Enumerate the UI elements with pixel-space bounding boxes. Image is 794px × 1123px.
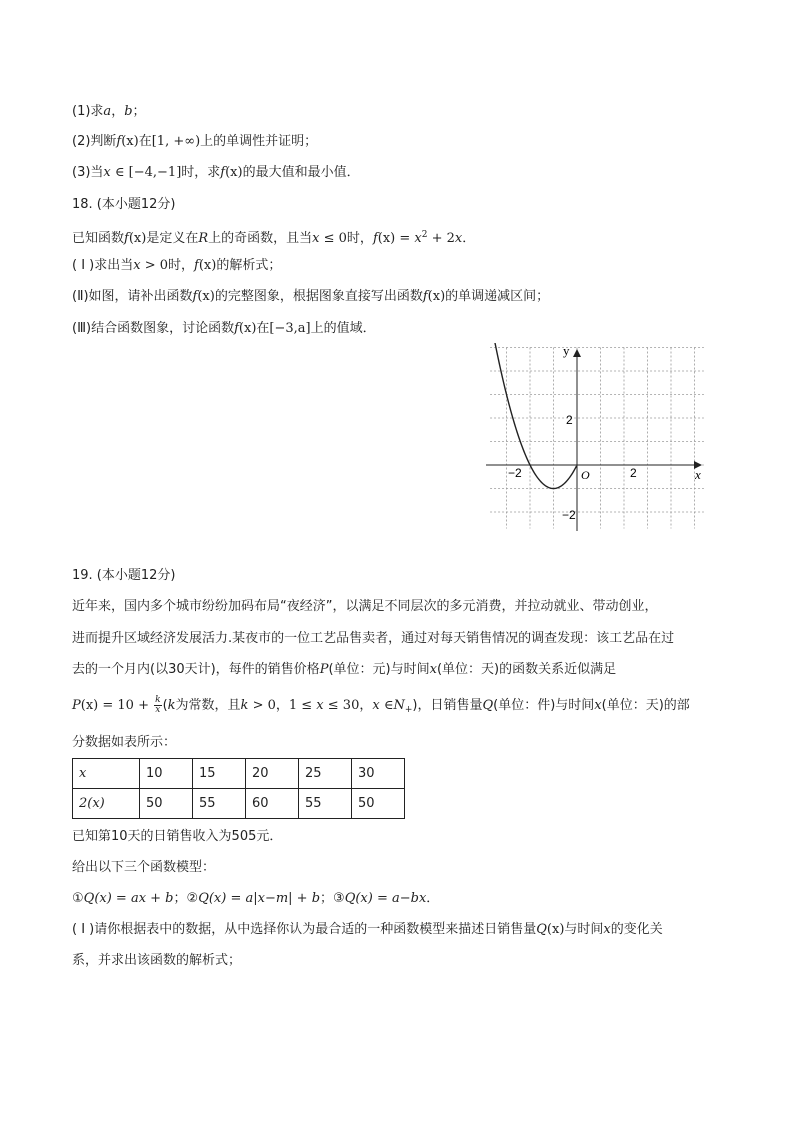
text: 上的值域． [310, 321, 376, 336]
origin-label: O [581, 468, 590, 482]
var-R: R [198, 231, 209, 246]
func-arg: (x) [377, 231, 396, 246]
text: 的解析式； [216, 258, 282, 273]
text: 的完整图象，根据图象直接写出函数 [214, 289, 423, 304]
set-N: N [393, 698, 405, 713]
q19-after-table: 已知第10天的日销售收入为505元． [72, 829, 283, 844]
tick-label-y-2: 2 [566, 413, 573, 427]
punct: ； [320, 891, 334, 906]
text: 已知函数 [72, 231, 125, 246]
var-x: x [603, 922, 611, 937]
func-f: f [116, 134, 122, 149]
func-arg: (x) [238, 321, 257, 336]
q17-part3-text: (3)当 [72, 165, 104, 180]
text: 与时间 [564, 922, 604, 937]
q19-para-5: 分数据如表所示： [72, 735, 177, 750]
table-cell: 30 [352, 759, 405, 789]
var-k: k [167, 698, 176, 713]
interval: [−3,a] [269, 321, 311, 336]
table-cell: 2(x) [73, 789, 140, 819]
q19-models-intro: 给出以下三个函数模型： [72, 860, 216, 875]
punct: ． [462, 231, 476, 246]
var-x: x [414, 231, 422, 246]
interval: [−4,−1] [128, 165, 182, 180]
q19-part1 [72, 921, 663, 939]
text: 的变化关 [610, 922, 663, 937]
text: ( Ⅰ )求出当 [72, 258, 134, 273]
func-f: f [422, 289, 428, 304]
fraction-denominator: x [155, 705, 161, 715]
text: (单位：元)与时间 [328, 662, 430, 677]
func-arg: (x) [225, 165, 243, 180]
function-curve [492, 343, 577, 488]
subscript: + [404, 705, 413, 715]
q19-header: 19. (本小题12分) [72, 568, 176, 583]
text: 去的一个月内(以30天计)，每件的销售价格 [72, 662, 320, 677]
text: 上的奇函数，且当 [208, 231, 313, 246]
q18-header: 18. (本小题12分) [72, 197, 176, 212]
var-x: x [429, 662, 437, 677]
var-Q: Q [482, 698, 494, 713]
y-axis-arrow-icon [573, 349, 581, 357]
text: )，日销售量 [412, 698, 483, 713]
text: 的单调递减区间； [445, 289, 550, 304]
var-P: P [319, 662, 329, 677]
table-cell: x [73, 759, 140, 789]
function-graph [482, 343, 722, 535]
text: 时， [168, 258, 195, 273]
circled-number: ③ [333, 891, 345, 906]
model-1: Q(x) = ax + b [83, 891, 174, 906]
table-cell: 60 [246, 789, 299, 819]
func-arg: (x) [198, 258, 217, 273]
var-x: x [372, 698, 380, 713]
var-x: x [316, 698, 324, 713]
var-b: b [124, 104, 133, 119]
text: (Ⅱ)如图，请补出函数 [72, 289, 193, 304]
q18-part1 [72, 257, 281, 275]
y-axis [573, 349, 581, 531]
sales-data-table [72, 758, 405, 819]
text: (单位：天)的函数关系近似满足 [436, 662, 617, 677]
text: (Ⅲ)结合函数图象，讨论函数 [72, 321, 235, 336]
text: 上的单调性并证明； [200, 134, 318, 149]
punct: ； [132, 104, 146, 119]
q18-part3 [72, 320, 376, 338]
circled-number: ① [72, 891, 84, 906]
tick-label-x-neg2: −2 [508, 466, 522, 480]
text: 时，求 [181, 165, 221, 180]
q19-models [72, 890, 439, 908]
q17-part1 [72, 103, 146, 121]
condition: > 0 [140, 258, 169, 273]
x-axis-label: x [695, 467, 701, 482]
tick-label-y-neg2: −2 [562, 508, 576, 522]
text: 为常数，且 [175, 698, 241, 713]
table-cell: 55 [193, 789, 246, 819]
fraction-numerator: k [155, 695, 161, 705]
var-x: x [312, 231, 320, 246]
text: (单位：天)的部 [601, 698, 690, 713]
punct: ( [162, 698, 168, 713]
equation: = 10 + [98, 698, 154, 713]
q19-para-3 [72, 661, 616, 679]
func-arg: (x) [128, 231, 147, 246]
var-x: x [133, 258, 141, 273]
table-cell: 25 [299, 759, 352, 789]
table-cell: 55 [299, 789, 352, 819]
text: 的最大值和最小值． [242, 165, 360, 180]
func-arg: (x) [427, 289, 446, 304]
q18-part2 [72, 288, 549, 306]
fraction-k-over-x [154, 696, 161, 715]
func-arg: (x) [197, 289, 215, 304]
circled-number: ② [186, 891, 199, 906]
text: 是定义在 [146, 231, 199, 246]
table-row [73, 759, 405, 789]
condition: ≤ 0 [319, 231, 347, 246]
sep: ， [111, 104, 125, 119]
func-arg: (x) [121, 134, 139, 149]
table-cell: 50 [140, 789, 193, 819]
q17-part2 [72, 133, 317, 151]
text: 在 [138, 134, 152, 149]
q19-para-2: 进而提升区域经济发展活力.某夜市的一位工艺品售卖者，通过对每天销售情况的调查发现：该工艺品在过 [72, 631, 675, 646]
q18-stem [72, 226, 475, 248]
func-f: f [234, 321, 239, 336]
q17-part1-text: (1)求 [72, 104, 104, 119]
var-a: a [103, 104, 112, 119]
func-f: f [192, 289, 198, 304]
interval: [1, +∞) [151, 134, 201, 149]
table-cell: 20 [246, 759, 299, 789]
graph-grid [490, 348, 704, 529]
model-3: Q(x) = a−bx [344, 891, 427, 906]
q19-para-4 [72, 696, 690, 719]
in-symbol: ∈ [379, 698, 394, 713]
y-axis-label: y [563, 343, 570, 358]
exponent: 2 [421, 230, 428, 240]
q19-part1-cont: 系，并求出该函数的解析式； [72, 953, 242, 968]
table-row [73, 789, 405, 819]
condition: ≤ 30， [323, 698, 373, 713]
func-arg: (x) [80, 698, 99, 713]
condition: > 0，1 ≤ [248, 698, 317, 713]
var-x: x [594, 698, 602, 713]
tick-label-x-2: 2 [630, 466, 637, 480]
punct: ． [426, 891, 440, 906]
func-arg: (x) [546, 922, 565, 937]
text: ( Ⅰ )请你根据表中的数据，从中选择你认为最合适的一种函数模型来描述日销售量 [72, 922, 537, 937]
q17-part2-text: (2)判断 [72, 134, 117, 149]
table-cell: 15 [193, 759, 246, 789]
var-k: k [240, 698, 249, 713]
q19-para-1: 近年来，国内多个城市纷纷加码布局“夜经济”，以满足不同层次的多元消费，并拉动就业、带动创业， [72, 599, 658, 614]
var-x: x [454, 231, 463, 246]
func-f: f [194, 258, 199, 273]
func-f: f [220, 165, 226, 180]
model-2: Q(x) = a|x−m| + b [198, 891, 321, 906]
text: 时， [346, 231, 373, 246]
var-x: x [103, 165, 111, 180]
equals: = [395, 231, 415, 246]
text: (单位：件)与时间 [493, 698, 595, 713]
var-Q: Q [536, 922, 547, 937]
plus-term: + 2 [427, 231, 455, 246]
in-symbol: ∈ [110, 165, 129, 180]
table-cell: 50 [352, 789, 405, 819]
func-f: f [124, 231, 129, 246]
text: 在 [256, 321, 270, 336]
var-P: P [72, 698, 81, 713]
q17-part3 [72, 164, 360, 182]
punct: ； [173, 891, 187, 906]
func-f: f [372, 231, 378, 246]
table-cell: 10 [140, 759, 193, 789]
